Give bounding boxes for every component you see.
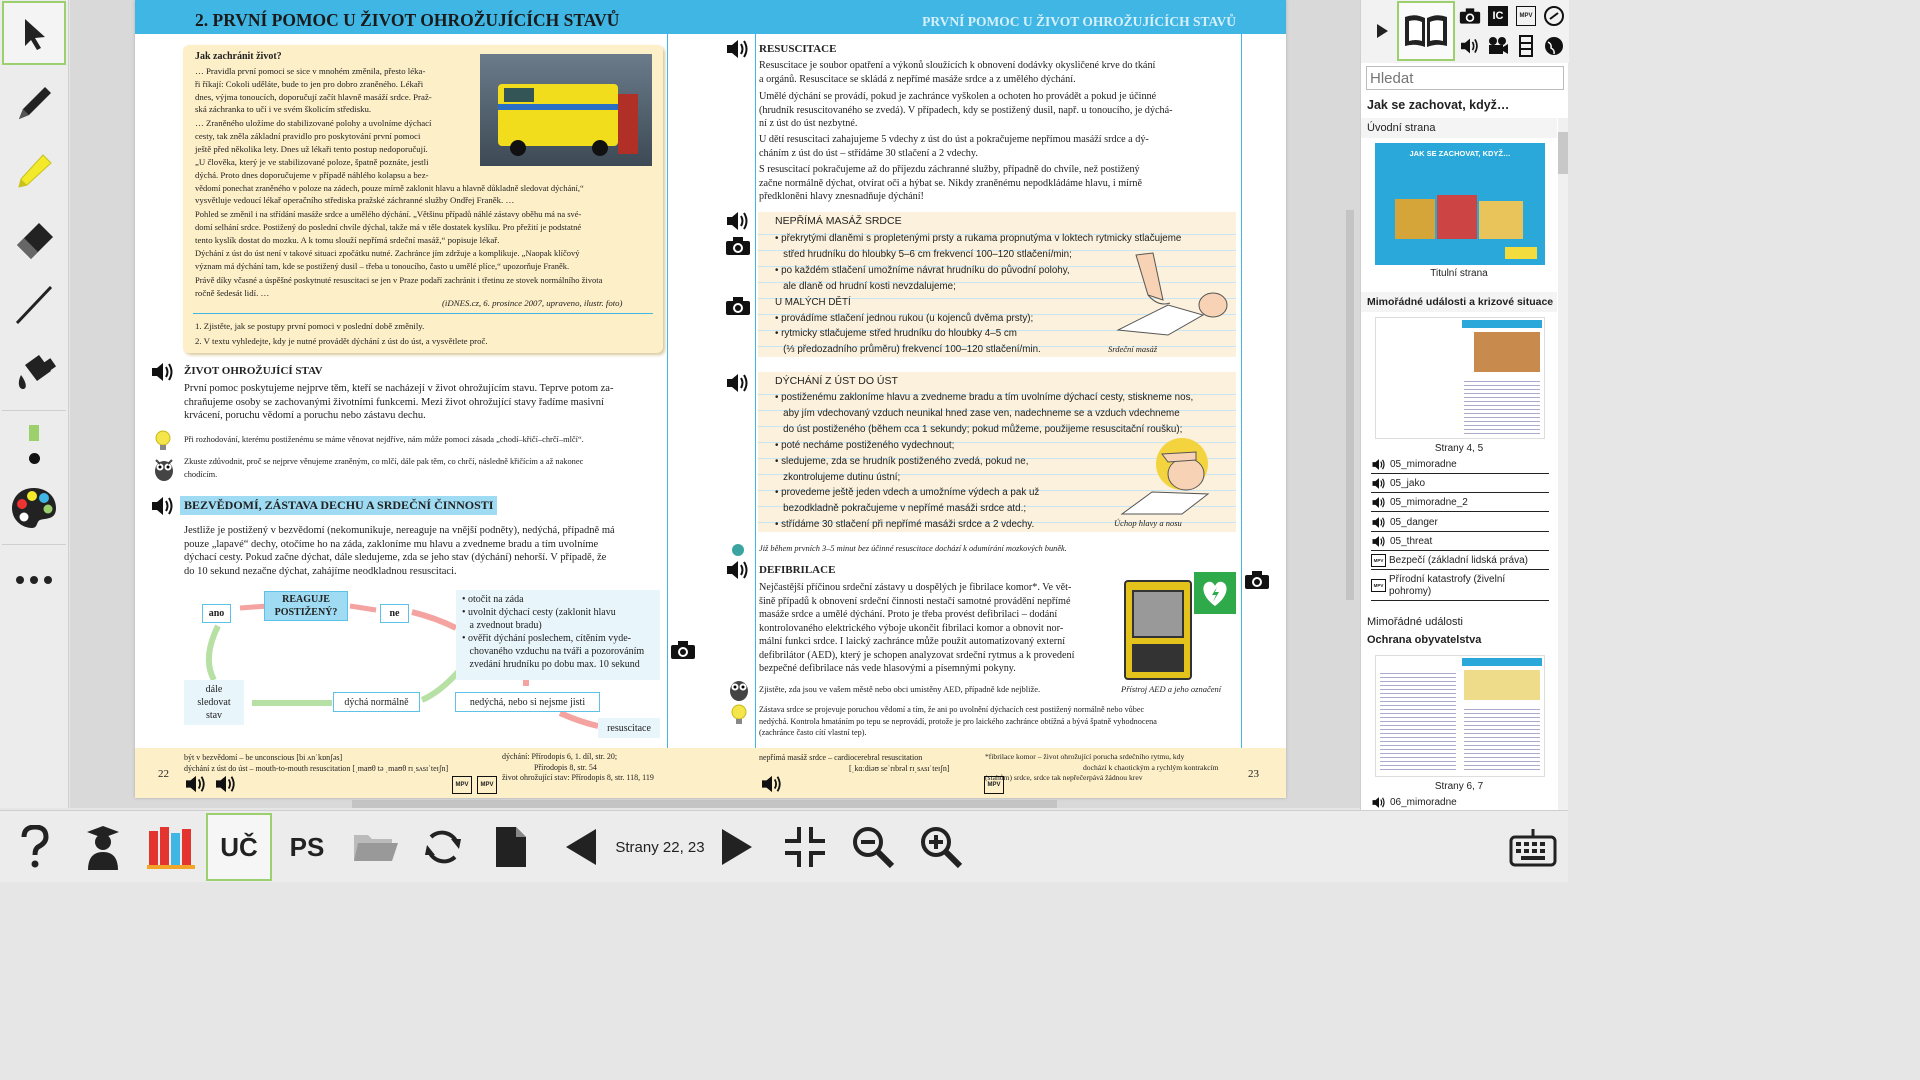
page-indicator: Strany 22, 23 bbox=[615, 839, 705, 856]
resource-item-3[interactable]: 05_mimoradne_2 bbox=[1371, 494, 1549, 512]
speaker-icon bbox=[1371, 458, 1387, 471]
camera-icon bbox=[670, 640, 696, 660]
film-strip-icon bbox=[1518, 35, 1534, 57]
chapter-title-left: 2. PRVNÍ POMOC U ŽIVOT OHROŽUJÍCÍCH STAVŮ bbox=[195, 10, 620, 30]
aed-sign-icon bbox=[1194, 572, 1236, 614]
resource-item-7[interactable]: MPV Přírodní katastrofy (živelní pohromy) bbox=[1371, 571, 1549, 601]
zoom-out-icon bbox=[851, 825, 895, 869]
audio-button-1[interactable] bbox=[150, 361, 176, 383]
refresh-button[interactable] bbox=[410, 813, 476, 881]
pen-tool-button[interactable] bbox=[2, 70, 66, 134]
fit-page-button[interactable] bbox=[772, 813, 838, 881]
filter-video-button[interactable] bbox=[1485, 33, 1511, 59]
highlighter-tool-button[interactable] bbox=[2, 138, 66, 202]
section-civil-protection: Ochrana obyvatelstva bbox=[1367, 634, 1482, 646]
footer-mpv-1[interactable]: MPV bbox=[452, 776, 472, 794]
footer-audio-3[interactable] bbox=[760, 774, 784, 794]
speaker-icon bbox=[725, 559, 751, 581]
keyboard-icon bbox=[1509, 827, 1557, 867]
flow-breathes-box: dýchá normálně bbox=[333, 692, 420, 712]
open-book-icon bbox=[1403, 13, 1449, 49]
speaker-icon bbox=[1459, 37, 1481, 55]
filter-link-button[interactable] bbox=[1541, 3, 1567, 29]
speaker-icon bbox=[1371, 477, 1387, 490]
footer-mpv-2[interactable]: MPV bbox=[477, 776, 497, 794]
section-emergencies-2: Mimořádné události bbox=[1367, 616, 1463, 628]
mpv-icon: MPV bbox=[1516, 6, 1536, 26]
previous-page-button[interactable] bbox=[548, 813, 614, 881]
thumb-title-page[interactable]: JAK SE ZACHOVAT, KDYŽ… bbox=[1375, 143, 1545, 265]
help-button[interactable] bbox=[2, 813, 68, 881]
more-icon bbox=[14, 575, 54, 585]
camera-button-3[interactable] bbox=[1244, 570, 1270, 590]
audio-button-3[interactable] bbox=[725, 38, 751, 60]
palette-button[interactable] bbox=[2, 476, 66, 540]
heading-resuscitation: RESUSCITACE bbox=[759, 43, 837, 55]
defib-text: Nejčastější příčinou srdeční zástavy u dospělých je fibrilace komor*. Ve vět- šině případů k obnovení srdeční činnosti nestačí samotné provádění nepřímé masáže srdce a umělé dýchání. Proto je třeba provést defibrilaci – dodání kontrolovaného elektrického výboje ukončit fibrilaci komor a obnovit nor- mální funkci srdce. I laický zachránce může použít automatizovaný externí defibrilátor (AED), který je schopen analyzovat srdeční rytmus a k provedení bezpečné defibrilace nás vede hlasovými a písemnými pokyny. bbox=[759, 582, 1075, 674]
chevron-left-icon bbox=[564, 827, 598, 867]
brain-note: Již během prvních 3–5 minut bez účinné resuscitace dochází k odumírání mozkových buněk. bbox=[759, 544, 1067, 553]
resus-para-2: Umělé dýchání se provádí, pokud je zachránce vyškolen a ochoten ho provádět a pokud je účinné (hrudník resuscitovaného se zvedá). V případech, kdy se postižený dusil, např. u tonoucího, je dýchá- ní z úst do úst nezbytné. bbox=[759, 91, 1173, 129]
resource-item-2[interactable]: 05_jako bbox=[1371, 475, 1549, 493]
workbook-ps-button[interactable]: PS bbox=[289, 831, 325, 862]
book-contents-button[interactable] bbox=[1397, 1, 1455, 61]
zoom-out-button[interactable] bbox=[840, 813, 906, 881]
flow-yes-box: ano bbox=[202, 604, 231, 623]
life-threatening-text: První pomoc poskytujeme nejprve těm, kteří se nacházejí v život ohrožujícím stavu. Teprve potom za- chraňujeme osoby se zachovanými životními funkcemi. Mezi život ohrožující stavy řadíme masivní krvácení, poruchu vědomí a poruchu nebo zástavu dechu. bbox=[184, 383, 614, 421]
library-button[interactable] bbox=[138, 813, 204, 881]
line-tool-button[interactable] bbox=[2, 272, 66, 336]
thumb-label-title: Titulní strana bbox=[1430, 268, 1488, 279]
speaker-icon bbox=[184, 774, 208, 794]
brush-size-dot bbox=[29, 453, 40, 464]
color-size-button[interactable] bbox=[2, 418, 66, 472]
camera-button-left[interactable] bbox=[670, 640, 696, 660]
flow-not-breathing-box: nedýchá, nebo si nejsme jisti bbox=[455, 692, 600, 712]
thumb-label-4-5: Strany 4, 5 bbox=[1434, 443, 1484, 454]
eraser-tool-button[interactable] bbox=[2, 206, 66, 270]
tip-text: Při rozhodování, kterému postiženému se máme věnovat nejdříve, nám může pomoci zásada „chodí–křičí–chrčí–mlčí“. bbox=[184, 435, 584, 444]
chevron-right-icon bbox=[720, 827, 754, 867]
left-toolbar bbox=[0, 0, 69, 808]
books-icon bbox=[147, 825, 195, 869]
mouth-illustration[interactable] bbox=[1112, 434, 1236, 518]
speaker-icon bbox=[725, 372, 751, 394]
tip-bulb-icon-2 bbox=[730, 704, 748, 726]
speaker-icon bbox=[725, 210, 751, 232]
heading-mouth-to-mouth: DÝCHÁNÍ Z ÚST DO ÚST bbox=[775, 375, 898, 387]
sidebar-scrollbar[interactable] bbox=[1558, 118, 1568, 810]
footnote-fibrillation: *fibrilace komor – život ohrožující porucha srdečního rytmu, kdy dochází k chaotickým a rychlým kontrakcím (stahům) srdce, srdce tak nepřečerpává žádnou krev bbox=[985, 752, 1219, 782]
cpr-steps: • překrytými dlaněmi s propletenými prsty a rukama propnutýma v loktech rytmicky stlačujeme střed hrudníku do hloubky 5–6 cm frekvencí 100–120 stlačení/min; • po každém stlačení umožníme návrat hrudníku do původní polohy, ale dlaně od hrudní kosti nevzdalujeme; U MALÝCH DĚTÍ • provádíme stlačení jednou rukou (u kojenců dvěma prsty); • rytmicky stlačujeme střed hrudníku do hloubky 4–5 cm (⅓ předozadního průměru) frekvencí 100–120 stlačení/min. bbox=[775, 233, 1182, 356]
flow-no-box: ne bbox=[380, 604, 409, 623]
camera-button-2[interactable] bbox=[725, 296, 751, 316]
horizontal-scrollbar[interactable] bbox=[352, 800, 1057, 808]
cardiac-arrest-tip: Zástava srdce se projevuje poruchou vědomí a tím, že ani po uvolnění dýchacích cest postižený normálně nebo vůbec nedýchá. Kontrola hmatáním po tepu se neprovádí, protože je pro laického zachránce obtížná a bývá špatně vyhodnocena (zachránce často cítí vlastní tep). bbox=[759, 705, 1157, 737]
textbook-uc-button[interactable]: UČ bbox=[206, 813, 272, 881]
cpr-illustration[interactable] bbox=[1108, 245, 1234, 345]
flow-watch-box: dále sledovat stav bbox=[184, 680, 244, 725]
section-intro: Úvodní strana bbox=[1367, 122, 1436, 134]
globe-icon bbox=[1543, 35, 1565, 57]
heading-cpr: NEPŘÍMÁ MASÁŽ SRDCE bbox=[775, 215, 902, 227]
owl-question-icon bbox=[153, 456, 175, 482]
thumb-pages-6-7[interactable] bbox=[1375, 655, 1545, 777]
tip-bulb-icon bbox=[154, 430, 172, 452]
heading-life-threatening: ŽIVOT OHROŽUJÍCÍ STAV bbox=[184, 365, 323, 377]
mpv-icon: MPV bbox=[1371, 579, 1386, 592]
resource-item-6[interactable]: MPV Bezpečí (základní lidská práva) bbox=[1371, 552, 1549, 570]
line-icon bbox=[11, 281, 57, 327]
uc-badge-icon: IC bbox=[1488, 6, 1508, 26]
highlighter-icon bbox=[11, 147, 57, 193]
footer-audio-2[interactable] bbox=[214, 774, 238, 794]
unconscious-text: Jestliže je postižený v bezvědomí (nekomunikuje, nereaguje na vnější podněty), nedýchá, případně má pouze „lapavé“ dechy, otočíme ho na záda, zakloníme mu hlavu a zvedneme bradu a tím uvolníme dýchací cesty. Pokud začne dýchat, dále sledujeme, zda se jeho stav (dýchání) nehorší. V případě, že do 10 sekund nezačne dýchat, zahájíme neodkladnou resuscitaci. bbox=[184, 525, 615, 577]
filter-mpv-button[interactable] bbox=[1513, 3, 1539, 29]
article-para-5: Dýchání z úst do úst není v takové situaci zpočátku nutné. Zachránce jím zdržuje a komplikuje. „Naopak klíčový význam má dýchání tam, kde se postižený dusil – třeba u tonoucího, často u umělé plíce,“ upozorňuje Franěk. bbox=[195, 248, 580, 271]
resource-item-8[interactable]: 06_mimoradne bbox=[1371, 794, 1549, 812]
teacher-button[interactable] bbox=[70, 813, 136, 881]
filter-audio-button[interactable] bbox=[1457, 33, 1483, 59]
rotate-arrows-icon bbox=[421, 825, 465, 869]
aed-photo[interactable] bbox=[1124, 572, 1236, 682]
article-para-1: … Pravidla první pomoci se sice v mnohém změnila, přesto léka- ři říkají: Cokoli uděláte, bude to jen pro dobro zraněného. Lékaři dnes, výjma tonoucích, doporučují začít hlavně masáží srdce. Praž- ská záchranka to učí i ve svém školicím středisku. bbox=[195, 66, 432, 115]
speaker-icon bbox=[1371, 516, 1387, 529]
zoom-in-button[interactable] bbox=[908, 813, 974, 881]
footer-audio-1[interactable] bbox=[184, 774, 208, 794]
speaker-icon bbox=[760, 774, 784, 794]
speaker-icon bbox=[1371, 796, 1387, 809]
ambulance-photo[interactable] bbox=[480, 54, 652, 166]
section-emergencies: Mimořádné události a krizové situace bbox=[1367, 296, 1554, 308]
resource-item-4[interactable]: 05_danger bbox=[1371, 514, 1549, 532]
palette-icon bbox=[10, 486, 58, 530]
flow-steps-box: • otočit na záda • uvolnit dýchací cesty (zaklonit hlavu a zvednout bradu) • ověřit dýchání poslechem, cítěním vyde- chovaného vzduchu na tváři a pozorováním zvedání hrudníku po dobu max. 10 sekund bbox=[456, 590, 660, 680]
owl-text: Zkuste zdůvodnit, proč se nejprve věnujeme zraněným, co mlčí, dále pak těm, co chrčí, následně křičícím a až nakonec chodícím. bbox=[184, 457, 584, 479]
pen-icon bbox=[11, 79, 57, 125]
notes-page-button[interactable] bbox=[478, 813, 544, 881]
footer-mpv-3[interactable]: MPV bbox=[984, 776, 1004, 794]
article-title: Jak zachránit život? bbox=[195, 51, 282, 62]
flow-resus-box: resuscitace bbox=[598, 718, 660, 738]
cursor-arrow-icon bbox=[16, 15, 52, 51]
collapse-sidebar-button[interactable] bbox=[1369, 18, 1395, 44]
mouth-steps: • postiženému zakloníme hlavu a zvedneme bradu a tím uvolníme dýchací cesty, stiskneme nos, aby jím vdechovaný vzduch neunikal hned zase ven, nadechneme se a vzduch vdechneme do úst postiženého (během cca 1 sekundy; pokud můžeme, použijeme resuscitační roušku); • poté necháme postiženého vydechnout; • sledujeme, zda se hrudník postiženého zvedá, pokud ne, zkontrolujeme dutinu ústní; • provedeme ještě jeden vdech a umožníme výdech a pak už bezodkladně pokračujeme v nepřímé masáži srdce atd.; • střídáme 30 stlačení při nepřímé masáži srdce a 2 vdechy. bbox=[775, 392, 1194, 531]
book-title: Jak se zachovat, když… bbox=[1367, 98, 1510, 112]
owl-question-icon-2 bbox=[728, 676, 750, 702]
select-tool-button[interactable] bbox=[2, 1, 66, 65]
article-para-3: „U člověka, který je ve stabilizované poloze, špatně poznáte, jestli dýchá. Proto dnes doporučujeme v případě náhlého kolapsu a bez- vědomí ponechat zraněného v poloze na zádech, pouze mírně zaklonit hlavu a hlavně důkladně sledovat dýchání,“ vysvětluje vedoucí lékař operačního střediska pražské záchranné služby Ondřej Franěk. … bbox=[195, 157, 584, 206]
mouth-caption: Úchop hlavy a nosu bbox=[1114, 518, 1182, 528]
filter-film-button[interactable] bbox=[1513, 33, 1539, 59]
cpr-caption: Srdeční masáž bbox=[1108, 344, 1158, 354]
resus-para-4: S resuscitací pokračujeme až do příjezdu záchranné služby, případně do chvíle, než postižený začne normálně dýchat, otvírat oči a hýbat se. Nikdy zraněnému nepodkládáme hlavu, i mírně předkloněni hlavy znesnadňuje dýchání! bbox=[759, 164, 1143, 202]
eraser-icon bbox=[11, 215, 57, 261]
glossary-left: být v bezvědomí – be unconscious [bi ʌnˈkɒnʃəs] dýchání z úst do úst – mouth-to-mouth resuscitation [ˌmaʊθ tə ˌmaʊθ rɪˌsʌsɪˈteɪʃn] bbox=[184, 753, 449, 773]
paint-bucket-icon bbox=[11, 349, 57, 395]
speaker-icon bbox=[214, 774, 238, 794]
speaker-icon bbox=[1371, 496, 1387, 509]
document-icon bbox=[494, 825, 528, 869]
owl-aed-text: Zjistěte, zda jsou ve vašem městě nebo obci umístěny AED, případně kde nejbliže. bbox=[759, 684, 1041, 694]
next-page-button[interactable] bbox=[704, 813, 770, 881]
more-tools-button[interactable] bbox=[2, 548, 66, 612]
flow-react-box: REAGUJE POSTIŽENÝ? bbox=[264, 591, 348, 621]
play-arrow-icon bbox=[1375, 23, 1389, 39]
resource-item-5[interactable]: 05_threat bbox=[1371, 533, 1549, 551]
speaker-icon bbox=[725, 38, 751, 60]
folder-icon bbox=[352, 829, 398, 865]
page-number-right: 23 bbox=[1248, 768, 1259, 780]
article-para-2: … Zraněného uložíme do stabilizované polohy a uvolníme dýchací cesty, tak zněla základní pravidlo pro poskytování první pomoci ještě před několika lety. Dnes už lékaři tento postup nedoporučují. bbox=[195, 118, 432, 154]
filter-web-button[interactable] bbox=[1541, 33, 1567, 59]
heading-unconscious: BEZVĚDOMÍ, ZÁSTAVA DECHU A SRDEČNÍ ČINNOSTI bbox=[180, 496, 497, 515]
speaker-icon bbox=[150, 495, 176, 517]
zoom-in-icon bbox=[919, 825, 963, 869]
graduate-icon bbox=[85, 824, 121, 870]
info-dot-icon bbox=[732, 544, 744, 556]
search-input[interactable] bbox=[1366, 66, 1564, 90]
audio-button-4[interactable] bbox=[725, 210, 751, 232]
cross-references: dýchání: Přírodopis 6, 1. díl, str. 20; Přírodopis 8, str. 54 život ohrožující stav: Přírodopis 8, str. 118, 119 bbox=[502, 752, 654, 782]
page-number-left: 22 bbox=[158, 768, 169, 780]
filter-photo-button[interactable] bbox=[1457, 3, 1483, 29]
keyboard-button[interactable] bbox=[1500, 813, 1566, 881]
audio-button-2[interactable] bbox=[150, 495, 176, 517]
color-swatch bbox=[29, 425, 39, 441]
camera-button-1[interactable] bbox=[725, 236, 751, 256]
filter-uc-button[interactable] bbox=[1485, 3, 1511, 29]
article-para-4: Pohled se změnil i na střídání masáže srdce a umělého dýchání. „Většinu případů náhlé zástavy oběhu má na své- domí selhání srdce. Postižený do poslední chvíle dýchal, takže má v těle dostatek kyslíku. Pro přežití je podstatné tento kyslík dostat do mozku. A k tomu slouží nepřímá srdeční masáž,“ popisuje lékař. bbox=[195, 209, 582, 245]
link-icon bbox=[1543, 5, 1565, 27]
article-source: (iDNES.cz, 6. prosince 2007, upraveno, ilustr. foto) bbox=[442, 298, 623, 308]
speaker-icon bbox=[150, 361, 176, 383]
open-folder-button[interactable] bbox=[342, 813, 408, 881]
audio-button-6[interactable] bbox=[725, 559, 751, 581]
heading-defibrillation: DEFIBRILACE bbox=[759, 564, 836, 576]
audio-button-5[interactable] bbox=[725, 372, 751, 394]
resource-item-1[interactable]: 05_mimoradne bbox=[1371, 456, 1549, 474]
question-mark-icon bbox=[20, 825, 50, 869]
chapter-title-right: PRVNÍ POMOC U ŽIVOT OHROŽUJÍCÍCH STAVŮ bbox=[922, 14, 1236, 29]
fill-tool-button[interactable] bbox=[2, 340, 66, 404]
camera-icon bbox=[1244, 570, 1270, 590]
aed-caption: Přístroj AED a jeho označení bbox=[1121, 684, 1222, 694]
mpv-icon: MPV bbox=[1371, 554, 1386, 567]
resus-para-1: Resuscitace je soubor opatření a výkonů sloužících k obnovení dodávky okysličené krve do tkání a orgánů. Resuscitace se skládá z nepřímé masáže srdce a z umělého dýchání. bbox=[759, 60, 1156, 85]
camera-icon bbox=[1459, 7, 1481, 25]
question-2: 2. V textu vyhledejte, kdy je nutné provádět dýchání z úst do úst, a vysvětlete proč. bbox=[195, 336, 488, 346]
article-para-6: Právě díky včasné a úspěšné poskytnuté resuscitaci se jen v Praze podaří zachránit i třetinu ze stovek normálního života ročně šedesát lidí. … bbox=[195, 275, 603, 298]
speaker-icon bbox=[1371, 535, 1387, 548]
resus-para-3: U dětí resuscitaci zahajujeme 5 vdechy z úst do úst a pokračujeme nepřímou masáží srdce a dý- cháním z úst do úst – střídáme 30 stlačení a 2 vdechy. bbox=[759, 134, 1149, 159]
collapse-arrows-icon bbox=[783, 825, 827, 869]
glossary-right: nepřímá masáž srdce – cardiocerebral resuscitation [ˌkɑːdiəʊ seˈrɪbrəl rɪˌsʌsɪˈteɪʃn] bbox=[759, 753, 950, 773]
vertical-scrollbar[interactable] bbox=[1346, 210, 1354, 600]
bottom-toolbar bbox=[0, 810, 1568, 882]
question-1: 1. Zjistěte, jak se postupy první pomoci v poslední době změnily. bbox=[195, 321, 425, 331]
camera-icon bbox=[725, 236, 751, 256]
thumb-pages-4-5[interactable] bbox=[1375, 317, 1545, 439]
thumb-label-6-7: Strany 6, 7 bbox=[1434, 781, 1484, 792]
camera-icon bbox=[725, 296, 751, 316]
right-sidebar bbox=[1360, 0, 1568, 810]
video-camera-icon bbox=[1487, 36, 1509, 56]
